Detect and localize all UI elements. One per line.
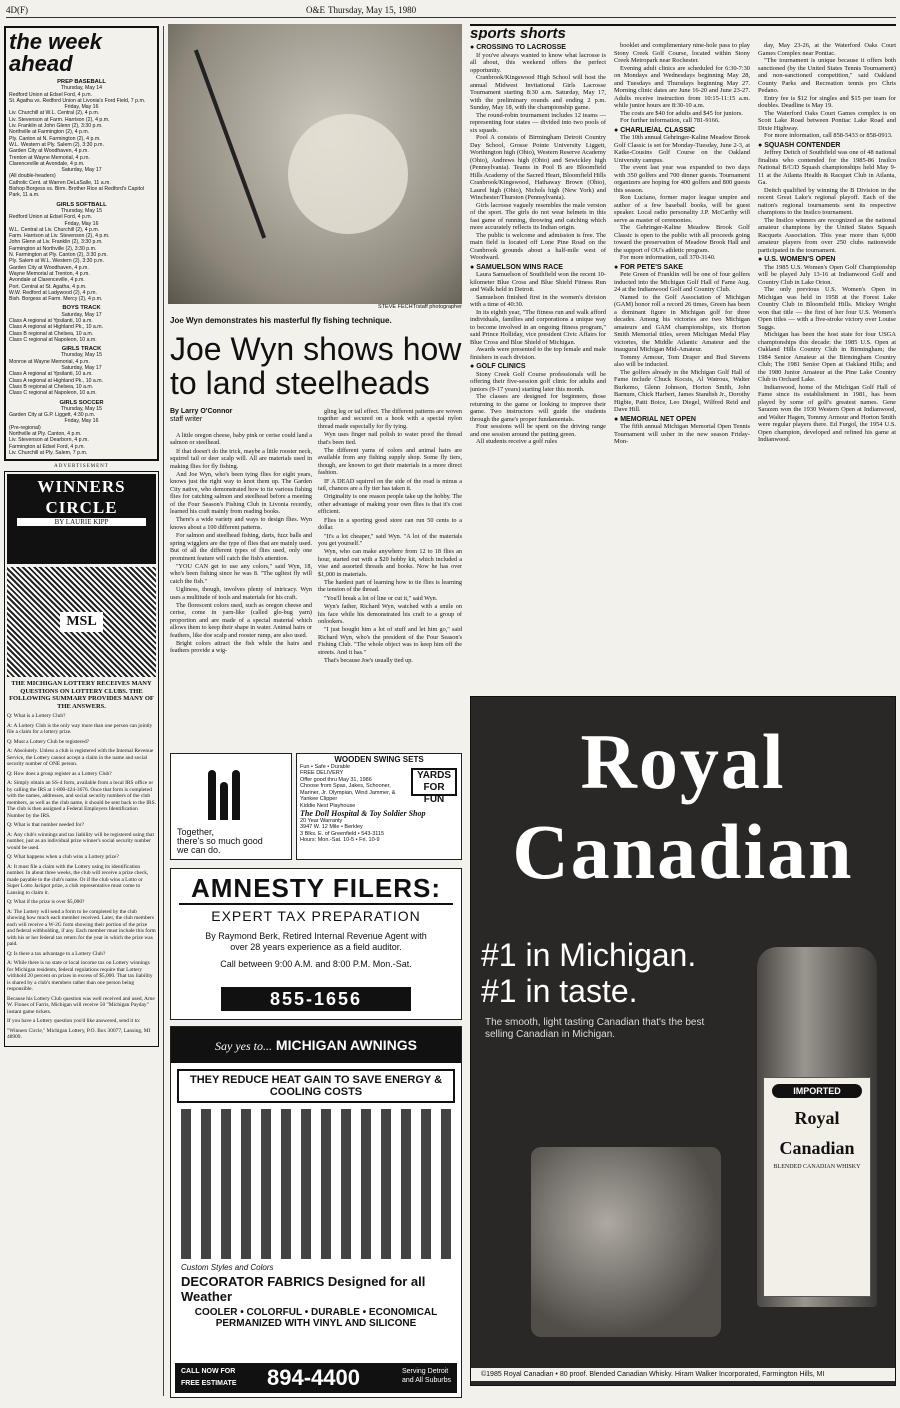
tagline-2: #1 in taste. [481,973,638,1009]
amnesty-title: AMNESTY FILERS: [179,873,453,905]
feature-paragraph: gling leg or tail effect. The different patterns are woven together and secured on a hook with a special nylon thread made especially for fly tying. [318,408,462,430]
schedule-day: Thursday, May 14 [60,85,103,92]
awnings-styles: Custom Styles and Colors [181,1263,274,1272]
feature-paragraph: And Joe Wyn, who's been tying flies for eight years, knows just the right way to knot them up. The Garden City native, who demonstrated how to tie various fishing flies for catching salmon and steelhead before a meeting of the Four Season's Fishing Club in Livonia recently, learned his craft mainly from reading books. [170,471,312,516]
feature-paragraph: "You'll break a lot of line or cut it," said Wyn. [324,594,438,602]
swing-sets-ad [296,753,462,860]
sports-paragraph: The only previous U.S. Women's Open in Michigan was held in 1958 at the Forest Lake Country Club in Bloomfield Hills. Mickey Wright won that title — the first of her four U.S. Women's Open titles — with a five-stroke victory over Louise Suggs. [758,286,896,331]
schedule-heading: GIRLS SOFTBALL [56,201,107,208]
page-number: 4D(F) [6,5,28,15]
schedule-day: Thursday, May 15 [60,352,103,359]
schedule-line: Class C regional at Napoleon, 10 a.m. [9,390,97,397]
schedule-line: W.L. Central at Liv. Churchill (2), 4 p.m. [9,226,100,233]
lottery-headline: THE MICHIGAN LOTTERY RECEIVES MANY QUESTIONS ON LOTTERY CLUBS. THE FOLLOWING SUMMARY PROVIDES MANY OF THE ANSWERS. [9,680,154,710]
sports-paragraph: The fifth annual Michigan Memorial Open Tennis Tournament will usher in the new season Friday-Mon- [614,423,750,445]
advertisement-label: ADVERTISEMENT [54,464,109,470]
sports-paragraph: Laura Samuelson of Southfield won the recent 10-kilometer Blue Cross and Blue Shield Fitness Run and Walk held in Detroit. [470,271,606,293]
schedule-heading: PREP BASEBALL [57,79,106,85]
tagline-1: #1 in Michigan. [481,937,697,973]
lottery-qa [7,713,156,1041]
schedule-heading: BOYS TRACK [62,305,101,312]
feature-paragraph: "YOU CAN get to use any colors," said Wyn, 18, who's been fishing since he was 8. "The ugliest fly will catch the fish." [170,562,312,585]
schedule-line: Bishop Borgess vs. Birm. Brother Rice at Redford's Capitol Park, 11 a.m. [9,186,145,199]
lottery-byline: BY LAURIE KIPP [17,518,146,526]
sports-item-heading: ● MEMORIAL NET OPEN [614,416,750,424]
lottery-logo-text: MSL [60,612,102,632]
sports-paragraph: Pool A consists of Birmingham Detroit Country Day School, Grosse Pointe University Liggett, Worthington high (Ohio), Western Reserve Academy (Ohio), Andrews high (Ohio) and Sewickley high (Pennsylvania). Teams in Pool B are Bloomfield Hills Academy of the Sacred Heart, Bloomfield Hills Cranbrook/Kingswood, Hathaway Brown (Ohio), Laurel high (Ohio), Nichols high (New York) and Winchester/Thurston (Pennsylvania). [470,134,606,201]
sports-paragraph: Deitch qualified by winning the B Division in the recent Great Lake's regional playoff. Each of the nation's regional tournaments sent its respective champions to the Insilco tournament. [758,186,896,216]
lottery-paragraph: Q: How does a group register as a Lottery Club? [7,770,112,777]
awnings-call-line2: FREE ESTIMATE [181,1380,237,1387]
lottery-paragraph: If you have a Lottery question you'd like answered, send it to: [7,1018,141,1025]
sports-paragraph: Stony Creek Golf Course professionals will be offering their five-session golf clinic for adults and juniors (9-17 years) starting later this month. [470,370,606,393]
awnings-serving-line1: Serving Detroit [401,1368,449,1375]
schedule-heading: GIRLS TRACK [61,346,102,353]
week-ahead-box [4,26,159,461]
feature-paragraph: "I just bought him a lot of stuff and let him go," said Richard Wyn, who's the president of the Four Season's Fishing Club. "The whole object was to keep him off the streets. And it has." [318,626,462,656]
united-way-ad [170,753,292,860]
awning-picture [181,1109,451,1259]
byline-name: By Larry O'Connor [170,408,233,415]
swing-sets-line: Offer good thru May 31, 1986 [300,776,372,783]
lottery-paragraph: Q: What is a Lottery Club? [7,713,66,720]
royal-canadian-brand-line1: Royal [580,718,786,805]
schedule-day: Thursday, May 15 [60,207,103,214]
lottery-paragraph: A: While there is no state or local income tax on Lottery winnings for Michigan residents, federal regulations require that Lottery withhold 20 percent on prizes in excess of $5,000. That tax liability is shared by a club's members rather than one person being responsible. [7,960,153,993]
lottery-paragraph: A: Any club's winnings and tax liability will be registered using that number, just as an individual prize winner's social security number would be used. [7,831,154,851]
royal-canadian-fine-print: ©1985 Royal Canadian • 80 proof. Blended Canadian Whisky. Hiram Walker Incorporated, Farmington Hills, MI [471,1368,895,1381]
lottery-paragraph: Q: Must a Lottery Club be registered? [7,738,90,745]
lottery-logo [7,567,156,677]
hand-shape [288,114,408,234]
schedule-line: Redford Union at Edsel Ford, 4 p.m. [9,214,93,221]
sports-item-heading: ● CROSSING TO LACROSSE [470,44,606,52]
lottery-paragraph: A: A Lottery Club is the only way more than one person can jointly file a claim for a lottery prize. [7,722,153,736]
issue-date: Thursday, May 15, 1980 [328,5,417,15]
sports-paragraph: The Gehringer-Kaline Meadow Brook Golf Classic is open to the public with all proceeds going toward the preservation of Meadow Brook Hall and the support of OU's athletic program. [614,224,750,254]
doll-hospital-name: The Doll Hospital & Toy Soldier Shop [300,809,426,818]
sports-paragraph: The 1985 U.S. Women's Open Golf Championship will be played July 13-16 at Indianwood Golf and Country Club in Lake Orion. [758,263,896,286]
sports-item-heading: ● U.S. WOMEN'S OPEN [758,256,896,264]
amnesty-tax-ad [170,868,462,1020]
schedule-line: Liv. Stevenson at Dearborn, 4 p.m. [9,437,89,444]
week-ahead-schedule [9,79,154,456]
schedule-day: Friday, May 16 [64,418,99,425]
lottery-paragraph: A: It must file a claim with the Lottery using its identification number. In about three weeks, the club will receive a prize check, made payable to the club's name. Or if the club wins a Lotto or Super Lotto Jackpot prize, a club representative must come to Lansing to claim it. [7,863,149,896]
schedule-line: Class A regional at Ypsilanti, 10 a.m. [9,317,93,324]
sports-paragraph: For further information, call 781-9166. [620,117,720,124]
awnings-banner-name: MICHIGAN AWNINGS [275,1037,417,1053]
schedule-line: Northville at Farmington (2), 4 p.m. [9,129,90,136]
sports-item-heading: ● FOR PETE'S SAKE [614,264,750,272]
awnings-serving-line2: and All Suburbs [401,1377,451,1384]
feature-paragraph: Wyn, who can make anywhere from 12 to 18 flies an hour, started out with a $20 hobby kit, which included a vise and assorted threads and books. Now he has over $1,000 in materials. [318,548,462,578]
schedule-line: Class B regional at Chelsea, 10 a.m. [9,383,94,390]
united-way-line2: there's so much good [177,836,263,846]
united-way-text [177,828,287,855]
schedule-line: St. Agatha vs. Redford Union at Livonia's Ford Field, 7 p.m. [9,97,146,104]
michigan-awnings-ad [170,1026,462,1398]
lottery-paragraph: Q: What happens when a club wins a Lottery prize? [7,854,119,861]
schedule-line: N. Farmington at Ply. Canton (2), 3:30 p.m. [9,252,108,259]
schedule-day: Saturday, May 17 [61,311,102,318]
schedule-line: Class B regional at Chelsea, 10 a.m. [9,330,94,337]
schedule-line: (All double-headers) [9,173,56,180]
feature-paragraph: That's because Joe's usually tied up. [324,657,413,664]
sports-paragraph: Entry fee is $12 for singles and $15 per team for doubles. Deadline is May 19. [758,94,896,109]
sports-item-heading: ● CHARLIE/AL CLASSIC [614,127,750,135]
shop-address-2: 3 Blks. E. of Greenfield • 543-3115 [300,830,385,837]
schedule-line: Class A regional at Highland Pk., 10 a.m. [9,377,104,384]
royal-canadian-brand-line2: Canadian [512,808,854,895]
sports-paragraph: Michigan has been the host state for four USGA championships this decade: the 1985 U.S. Open at Oakland Hills Country Club in Birmingham; the 1984 Senior Amateur at the Birmingham Country Club; The 1981 Senior Open at Oakland Hills; and the 1980 Junior Amateur at the Pine Lake Country Club in Orchard Lake. [758,331,896,383]
lottery-paragraph: Because his Lottery Club question was well received and used, Arne W. Flones of Farris, Michigan will receive 50 "Michigan Payday" instant game tickets. [7,995,155,1015]
schedule-day: Saturday, May 17 [61,167,102,174]
sports-column-3 [758,42,896,692]
label-name-line2: Canadian [779,1138,855,1158]
schedule-line: (Pre-regional) [9,424,41,431]
schedule-day: Thursday, May 15 [60,405,103,412]
sports-item-heading: ● SAMUELSON WINS RACE [470,264,606,272]
fishing-rod-shape [194,49,266,238]
lottery-paragraph: Q: What is that number needed for? [7,822,85,829]
united-way-logo [189,760,259,820]
schedule-line: Farm. Harrison at Liv. Stevenson (2), 4 p.m. [9,233,110,240]
byline-title: staff writer [170,416,203,423]
schedule-line: Farmington at Northville (2), 3:30 p.m. [9,245,97,252]
schedule-line: Class C regional at Napoleon, 10 a.m. [9,336,97,343]
sports-paragraph: Evening adult clinics are scheduled for 6:30-7:30 on Mondays and Wednesdays beginning May 28, and Tuesdays and Thursdays beginning May 27. Morning clinic dates are June 16-20 and June 23-27. Adults receive instruction from 10:15-11:15 a.m. while junior hours are 8:30-10 a.m. [614,64,750,109]
sports-paragraph: day, May 23-26, at the Waterford Oaks Court Games Complex near Pontiac. [758,42,896,57]
winners-circle-line1: WINNERS [37,477,126,497]
awnings-fabrics: DECORATOR FABRICS Designed for all Weather [181,1274,426,1304]
awnings-banner-pre: Say yes to... [215,1039,273,1053]
amnesty-subtitle: EXPERT TAX PREPARATION [211,908,421,924]
bottle-label [763,1077,871,1297]
schedule-line: Catholic Cent. at Warren DeLaSalle, 11 a.m. [9,179,111,186]
schedule-line: Wayne Memorial at Trenton, 4 p.m. [9,270,90,277]
sports-paragraph: Cranbrook/Kingswood High School will host the annual Midwest Invitational Girls Lacrosse Tournament starting 8:30 a.m. Saturday, May 17, with the preliminary rounds and ending 2 p.m. Sunday, May 18, with the championship game. [470,74,606,111]
united-way-line3: we can do. [177,845,221,855]
feature-paragraph: There's a wide variety and ways to design flies. Wyn knows about a 100 different patterns. [170,516,312,531]
schedule-line: Class A regional at Ypsilanti, 10 a.m. [9,371,93,378]
schedule-line: Garden City at Woodhaven, 4 p.m. [9,264,89,271]
sports-paragraph: Named to the Golf Association of Michigan (GAM) honor roll a record 26 times, Green has been a dominant figure in Michigan golf for three decades. Among his victories are two Michigan amateurs and GAM championships, six Horton Smith Memorial titles, seven Michigan Medal Play victories, the Middle Atlantic Amateur and the inaugural Michigan Mid-Amateur. [614,293,750,353]
schedule-line: Monroe at Wayne Memorial, 4 p.m. [9,358,90,365]
whisky-glass [531,1147,721,1337]
sports-paragraph: Ron Luciano, former major league umpire and author of a few baseball books, will be guest speaker. Local radio personality J.P. McCarthy will serve as master of ceremonies. [614,194,750,224]
sports-column-2 [614,42,750,692]
feature-paragraph: The different yarns of colors and animal hairs are available from any fishing supply shop. Some fly tiers, though, are known to get their materials in a more direct fashion. [318,447,462,477]
lottery-paragraph: "Winners Circle," Michigan Lottery, P.O. Box 30077, Lansing, MI 48909. [7,1027,151,1041]
sports-paragraph: Pete Green of Franklin will be one of four golfers inducted into the Michigan Golf Hall of Fame Aug. 24 at the Indianwood Golf and Country Club. [614,271,750,293]
feature-paragraph: Bright colors attract the fish while the hairs and feathers provide a wig- [170,639,312,655]
feature-paragraph: Flies in a sporting good store can run 50 cents to a dollar. [318,516,462,532]
yards-for-fun-box: YARDS FOR FUN [411,768,457,796]
imported-badge: IMPORTED [772,1084,862,1098]
sports-paragraph: Four sessions will be spent on the driving range and one session around the putting green. [470,423,606,438]
feature-paragraph: The florescent colors used, such as oregon cheese and cerise, come in yarn-like (called glo-bug yarn) proportion and are made of a special material which allows them to keep their shape in water. Animal hairs or feathers, like doe scalp and rooster rump, are also used. [170,601,312,639]
schedule-line: Ply. Salem at W.L. Western (2), 3:30 p.m. [9,258,104,265]
shop-hours: Hours: Mon.-Sat. 10-5 • Fri. 10-9 [300,837,380,843]
feature-column-2 [318,408,462,748]
sports-paragraph: The 10th annual Gehringer-Kaline Meadow Brook Golf Classic is set for Monday-Tuesday, June 2-3, at Katke-Cousins Golf Course on the Oakland University campus. [614,134,750,164]
sports-item-heading: ● SQUASH CONTENDER [758,142,896,150]
royal-canadian-tagline [481,937,696,1009]
sports-paragraph: In its eighth year, "The fitness run and walk afford individuals, families and corporations a unique way to become involved in an ongoing fitness program," said Prince Holliday, vice president Civic Affairs for Blue Cross and Blue Shield of Michigan. [470,308,606,346]
sports-item-heading: ● GOLF CLINICS [470,363,606,371]
schedule-line: W.L. Western at Ply. Salem (2), 3:30 p.m. [9,141,104,148]
winners-circle-banner [7,474,156,564]
sports-paragraph: The costs are $40 for adults and $45 for juniors. [620,109,743,117]
schedule-line: Redford Union at Edsel Ford, 4 p.m. [9,91,93,98]
awnings-call-bar [175,1363,457,1393]
week-ahead-title [9,31,154,75]
united-way-line1: Together, [177,827,215,837]
schedule-line: Bish. Borgess at Farm. Mercy (2), 4 p.m. [9,296,103,303]
sports-paragraph: booklet and complimentary nine-hole pass to play Stony Creek Golf Course, located within Stony Creek Metropark near Rochester. [614,42,750,64]
awnings-phone: 894-4400 [267,1365,360,1390]
photo-credit: STEVE FECHT/staff photographer [378,304,462,310]
sports-paragraph: Samuelson finished first in the women's division with a time of 40:30. [470,293,606,308]
awnings-call-line1: CALL NOW FOR [181,1368,236,1375]
schedule-line: Garden City at Woodhaven, 4 p.m. [9,148,89,155]
schedule-line: John Glenn at Liv. Franklin (2), 3:30 p.m. [9,239,103,246]
feature-column-1 [170,432,312,748]
lottery-paragraph: Q: What if the prize is over $5,000? [7,899,85,906]
warranty-text: 20 Year Warranty [300,817,343,824]
sports-column-1 [470,42,606,692]
sports-paragraph: The round-robin tournament includes 12 teams — representing four states — divided into two pools of six squads. [470,111,606,134]
amnesty-body: By Raymond Berk, Retired Internal Revenue Agent with over 28 years experience as a field auditor. [205,931,427,952]
lottery-paragraph: Q: Is there a tax advantage to a Lottery Club? [7,950,106,957]
sports-paragraph: The golfers already in the Michigan Golf Hall of Fame include Chuck Kocsis, Al Watrous, Walter Burkemo, Glenn Johnson, Horton Smith, John Barnum, Chick Harbert, James Standish Jr., Dorothy Higbie, Patti Boice, Leo Diegel, Wilfred Reid and Dave Hill. [614,368,750,413]
schedule-line: Garden City at G.P. Liggett, 4:30 p.m. [9,412,96,419]
paper-name: O&E [306,5,325,15]
royal-canadian-subtext: The smooth, light tasting Canadian that's the best selling Canadian in Michigan. [485,1017,705,1040]
sports-paragraph: Tommy Armour, Tom Draper and Bud Stevens also will be inducted. [614,353,750,368]
lottery-paragraph: A: Absolutely. Unless a club is registered with the Internal Revenue Service, the Lottery cannot accept a claim in the name and social security number of ONE person. [7,748,154,768]
feature-paragraph: Originality is one reason people take up the hobby. The other advantage of making your own flies is that it's cost efficient. [318,493,462,516]
sports-paragraph: The classes are designed for beginners, those returning to the game or looking to improve their game. Two instructors will guide the students through the game's proper fundamentals. [470,393,606,423]
sports-paragraph: Girls lacrosse vaguely resembles the male version of the sport. The girls do not wear helmets in this fast game of running, throwing and catching which more accurately reflects its Indian origin. [470,201,606,231]
feature-paragraph: For salmon and steelhead fishing, darts, fuzz balls and spring wigglers are the type of flies that are mainly used. But of all the different types of flies used, only one prominent feature will catch the fish's attention. [170,532,312,562]
schedule-line: W.W. Redford at Ladywood (2), 4 p.m. [9,289,97,296]
feature-paragraph: A little oregon cheese, baby pink or cerise could land a salmon or steelhead. [170,432,312,447]
left-column [4,26,164,1396]
swing-sets-lines [300,764,400,810]
week-ahead-title-line2: ahead [9,51,73,76]
feature-paragraph: IF A DEAD squirrel on the side of the road is minus a tail, chances are a fly tier has taken it. [318,477,462,493]
feature-paragraph: Ugliness, though, involves plenty of intricacy. Wyn uses a multitude of tools and materials for his craft. [170,586,312,601]
amnesty-phone: 855-1656 [221,987,411,1011]
feature-byline [170,408,320,428]
feature-paragraph: If that doesn't do the trick, maybe a little rooster neck, squirrel tail or deer scalp will. All are materials used in making flies for fly fishing. [170,447,312,470]
schedule-line: Class A regional at Highland Pk., 10 a.m. [9,324,104,331]
schedule-day: Saturday, May 17 [61,365,102,372]
feature-paragraph: The hardest part of learning how to tie flies is learning the tension of the thread. [318,578,462,594]
lottery-paragraph: A: The Lottery will send a form to be completed by the club showing how much each member received. Later, the club members each will receive a W-2G form showing their portion of the prize and federal withholding, if any. Each member must include this form with his or her federal tax return for the year in which the prize was paid. [7,908,156,948]
swing-sets-line: Fun • Safe • Durable [300,763,351,770]
schedule-heading: GIRLS SOCCER [59,399,104,406]
schedule-line: Liv. Churchill at W.L. Central (2), 4 p.m. [9,110,100,117]
awnings-tagline: THEY REDUCE HEAT GAIN TO SAVE ENERGY & COOLING COSTS [177,1069,455,1103]
schedule-line: Clarenceville at Avondale, 4 p.m. [9,160,85,167]
sports-paragraph: All students receive a golf rules [476,438,558,445]
royal-canadian-ad [470,696,896,1386]
sports-paragraph: The Insilco winners are recognized as the national amateur champions by the United States Squash Racquets Association. This year more than 6,000 amateur players from over 250 clubs nationwide participated in the tournament. [758,216,896,254]
awnings-vinyl: PERMANIZED WITH VINYL AND SILICONE [215,1318,417,1329]
shop-address: 3947 W. 12 Mile • Berkley [300,824,363,830]
feature-paragraph: "It's a lot cheaper," said Wyn. "A lot of the materials you get yourself." [318,532,462,547]
sports-paragraph: If you've always wanted to know what lacrosse is all about, this weekend offers the perfect opportunity. [470,51,606,74]
sports-paragraph: For more information, call 370-3140. [620,254,716,261]
schedule-day: Friday, May 16 [64,220,99,227]
schedule-line: Northville at Ply. Canton, 4 p.m. [9,431,82,438]
feature-paragraph: Wyn's father, Richard Wyn, watched with a smile on his face while his demonstrated his craft to a group of onlookers. [318,603,462,625]
schedule-line: Trenton at Wayne Memorial, 4 p.m. [9,154,90,161]
schedule-line: Port. Central at St. Agatha, 4 p.m. [9,283,87,290]
fly-fishing-photo [168,24,462,304]
feature-paragraph: Wyn uses finger nail polish to water proof the thread that's been tied. [318,431,462,446]
schedule-line: Farmington at Edsel Ford, 4 p.m. [9,443,85,450]
awnings-serving [402,1367,451,1385]
awnings-call-text [181,1366,236,1390]
sports-paragraph: The Waterford Oaks Court Games complex is on Scott Lake Road between Pontiac Lake Road and Dixie Highway. [758,109,896,132]
schedule-day: Friday, May 16 [64,104,99,111]
sports-paragraph: For more information, call 858-5433 or 858-0913. [764,132,893,139]
amnesty-hours: Call between 9:00 A.M. and 8:00 P.M. Mon.-Sat. [220,959,412,969]
sports-paragraph: Awards were presented to the top female and male finishers in each division. [470,346,606,361]
label-name-line1: Royal [794,1108,840,1128]
week-ahead-title-line1: the week [9,29,102,54]
sports-paragraph: Jeffrey Deitch of Southfield was one of 48 national finalists who contended for the 1985-86 Insilco National B/C/D Squash championships held May 9-11 at the Atlanta Health & Racquet Club in Atlanta, Ga. [758,149,896,186]
sports-shorts-title: sports shorts [470,24,896,40]
photo-caption: Joe Wyn demonstrates his masterful fly fishing technique. [170,316,392,325]
schedule-line: Liv. Churchill at Ply. Salem, 7 p.m. [9,449,88,456]
schedule-line: Avondale at Clarenceville, 4 p.m. [9,277,85,284]
sports-paragraph: The public is welcome and admission is free. The main field is located off Lone Pine Road on the Cranbrook grounds about a half-mile west of Woodward. [470,231,606,261]
sports-paragraph: "The tournament is unique because it offers both sanctioned (by the United States Tennis Tournament) and non-sanctioned competition," said Oakland County Parks and Recreation tennis pro Chris Pedano. [758,57,896,94]
swing-sets-line: FREE DELIVERY [300,770,344,776]
lottery-column [4,471,159,1047]
schedule-line: Liv. Stevenson at Farm. Harrison (2), 4 p.m. [9,116,110,123]
swing-sets-title: WOODEN SWING SETS [334,755,424,764]
feature-headline: Joe Wyn shows how to land steelheads [170,332,462,401]
sports-paragraph: The event last year was expanded to two days with 350 golfers and 700 dinner guests. Tournament organizers are hoping for 400 golfers and 800 guests this season. [614,164,750,194]
awnings-features: COOLER • COLORFUL • DURABLE • ECONOMICAL [194,1307,438,1318]
lottery-paragraph: A: Simply obtain an SS-4 form, available from a local IRS office or by calling the IRS at 1-800-424-3676. Once that form is completed with the names, addresses, and social security numbers of the club members, as well as the club name, it should be sent back to the IRS. The club is then assigned a Federal Employers Identification Number by the IRS. [7,780,156,819]
swing-sets-line: Kiddie Nest Playhouse [300,802,356,809]
page-folio [6,4,896,18]
schedule-line: Liv. Franklin at John Glenn (2), 3:30 p.m. [9,123,103,130]
schedule-line: Ply. Canton at N. Farmington (2), 4 p.m. [9,135,101,142]
winners-circle-line2: CIRCLE [45,498,118,518]
sports-paragraph: Indianwood, home of the Michigan Golf Hall of Fame since its establishment in 1981, has been played by some of golf's greatest names. Gene Sarazen won the 1930 Western Open at Indianwood, and Walter Hagen, Tommy Armour and Horton Smith were regular players there. Ed Furgol, the 1954 U.S. Open champion, developed and refined his game at Indianwood. [758,383,896,443]
label-type: BLENDED CANADIAN WHISKY [773,1164,861,1170]
swing-sets-line: Choose from Spas, Jakes, Schooner, Mariner, Jr. Olympian, Wind Jammer, & Yankee Clipper [300,783,396,802]
awnings-banner [171,1027,461,1063]
